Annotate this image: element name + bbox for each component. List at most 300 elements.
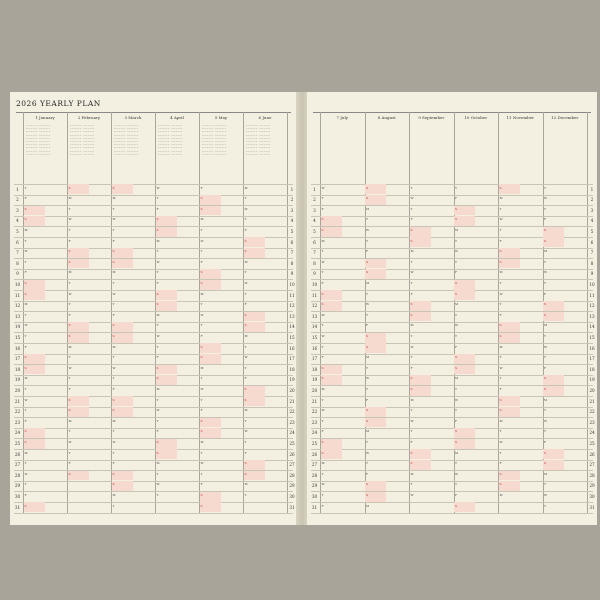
weekday-letter: T xyxy=(112,206,115,211)
weekend-highlight xyxy=(543,312,564,322)
weekday-letter: M xyxy=(455,227,459,232)
day-number: 6 xyxy=(290,239,294,245)
weekday-letter: M xyxy=(68,418,72,423)
day-number: 13 xyxy=(14,313,21,319)
weekend-highlight xyxy=(410,460,431,470)
weekday-letter: F xyxy=(410,217,413,222)
weekend-highlight xyxy=(499,333,520,343)
weekday-letter: M xyxy=(499,270,503,275)
weekday-letter: S xyxy=(366,492,369,497)
weekday-letter: S xyxy=(499,482,502,487)
weekday-letter: S xyxy=(366,344,369,349)
day-number: 17 xyxy=(589,356,595,362)
weekend-highlight xyxy=(499,184,520,194)
day-row xyxy=(311,470,593,471)
day-number: 22 xyxy=(14,409,21,415)
weekday-letter: T xyxy=(200,323,203,328)
day-number: 16 xyxy=(311,345,318,351)
weekday-letter: S xyxy=(366,482,369,487)
day-number: 4 xyxy=(290,218,294,224)
weekday-letter: T xyxy=(544,185,547,190)
weekday-letter: W xyxy=(68,365,72,370)
weekday-letter: M xyxy=(112,196,116,201)
weekday-letter: S xyxy=(544,238,547,243)
weekday-letter: S xyxy=(499,397,502,402)
day-number: 15 xyxy=(289,334,295,340)
day-number: 13 xyxy=(589,313,595,319)
weekend-highlight xyxy=(244,386,265,396)
weekend-highlight xyxy=(200,502,221,512)
weekend-highlight xyxy=(499,407,520,417)
day-number: 26 xyxy=(14,451,21,457)
weekday-letter: S xyxy=(68,333,71,338)
weekday-letter: F xyxy=(112,312,115,317)
day-number: 19 xyxy=(289,377,295,383)
weekday-letter: M xyxy=(366,503,370,508)
weekday-letter: T xyxy=(112,302,115,307)
day-number: 2 xyxy=(16,197,19,203)
day-row xyxy=(14,343,293,344)
day-number: 18 xyxy=(589,366,595,372)
weekend-highlight xyxy=(200,354,221,364)
day-number: 14 xyxy=(289,324,295,330)
weekday-letter: F xyxy=(156,355,159,360)
weekday-letter: T xyxy=(68,376,71,381)
weekday-letter: T xyxy=(321,397,324,402)
weekday-letter: W xyxy=(68,291,72,296)
weekday-letter: F xyxy=(24,492,27,497)
weekday-letter: M xyxy=(499,196,503,201)
weekday-letter: W xyxy=(156,333,160,338)
weekday-letter: T xyxy=(200,227,203,232)
weekday-letter: M xyxy=(244,259,248,264)
weekday-letter: M xyxy=(156,386,160,391)
weekday-letter: S xyxy=(410,386,413,391)
weekday-letter: F xyxy=(200,185,203,190)
weekday-letter: T xyxy=(366,365,369,370)
day-number: 29 xyxy=(289,483,295,489)
weekday-letter: S xyxy=(68,249,71,254)
month-header: 3 March xyxy=(124,115,142,120)
weekday-letter: W xyxy=(410,492,414,497)
weekday-letter: W xyxy=(112,291,116,296)
day-number: 29 xyxy=(311,483,318,489)
weekday-letter: M xyxy=(499,492,503,497)
day-number: 4 xyxy=(590,218,594,224)
weekday-letter: M xyxy=(544,397,548,402)
weekend-highlight xyxy=(24,216,45,226)
weekday-letter: F xyxy=(112,461,115,466)
weekday-letter: F xyxy=(366,471,369,476)
weekday-letter: T xyxy=(24,238,27,243)
weekend-highlight xyxy=(365,492,386,502)
weekend-highlight xyxy=(112,333,133,343)
weekday-letter: F xyxy=(544,217,547,222)
day-row xyxy=(14,449,293,450)
weekday-letter: F xyxy=(200,333,203,338)
weekday-letter: S xyxy=(321,217,324,222)
day-number: 14 xyxy=(14,324,21,330)
weekday-letter: S xyxy=(410,238,413,243)
weekday-letter: M xyxy=(544,471,548,476)
weekday-letter: T xyxy=(499,206,502,211)
weekend-highlight xyxy=(112,259,133,269)
weekday-letter: T xyxy=(156,196,159,201)
weekday-letter: M xyxy=(321,461,325,466)
weekend-highlight xyxy=(321,227,342,237)
weekend-highlight xyxy=(410,449,431,459)
weekend-highlight xyxy=(112,184,133,194)
mini-calendar: ▪▪▪▪▪▪▪ ▪▪▪▪▪▪▪ ▪▪▪▪▪▪▪ ▪▪▪▪▪▪▪ ▪▪▪▪▪▪▪ ▪▪▪▪▪▪▪ ▪▪▪▪▪▪▪ ▪▪▪▪▪▪▪ ▪▪▪▪▪▪▪ ▪▪▪▪▪▪▪ ▪▪▪▪▪▪▪ ▪▪▪▪▪▪▪ ▪▪▪▪▪▪▪ ▪▪▪▪▪▪▪ ▪▪▪▪▪▪▪ ▪▪▪▪▪▪▪ ▪▪▪▪▪▪▪ ▪▪▪▪▪▪▪ ▪▪▪▪▪▪▪ ▪▪▪▪▪▪▪ xyxy=(202,124,227,156)
weekday-letter: M xyxy=(366,429,370,434)
weekday-letter: W xyxy=(544,492,548,497)
weekend-highlight xyxy=(68,259,89,269)
day-number: 27 xyxy=(14,462,21,468)
day-number: 28 xyxy=(289,472,295,478)
weekday-letter: T xyxy=(410,408,413,413)
day-number: 11 xyxy=(14,292,21,298)
weekend-highlight xyxy=(454,502,475,512)
weekend-highlight xyxy=(68,248,89,258)
weekday-letter: S xyxy=(244,249,247,254)
day-number: 28 xyxy=(311,472,318,478)
weekday-letter: S xyxy=(112,259,115,264)
day-row xyxy=(311,438,593,439)
weekend-highlight xyxy=(410,227,431,237)
weekend-highlight xyxy=(543,227,564,237)
right-page xyxy=(307,92,597,525)
weekday-letter: F xyxy=(455,492,458,497)
weekday-letter: T xyxy=(544,259,547,264)
weekend-highlight xyxy=(112,322,133,332)
weekday-letter: T xyxy=(200,302,203,307)
day-number: 1 xyxy=(16,186,19,192)
weekday-letter: T xyxy=(112,450,115,455)
day-row xyxy=(14,205,293,206)
day-row xyxy=(311,216,593,217)
weekday-letter: M xyxy=(455,450,459,455)
weekend-highlight xyxy=(24,280,45,290)
day-number: 9 xyxy=(313,271,316,277)
weekend-highlight xyxy=(365,333,386,343)
day-number: 14 xyxy=(589,324,595,330)
weekday-letter: T xyxy=(366,386,369,391)
weekday-letter: S xyxy=(68,259,71,264)
day-number: 12 xyxy=(14,303,21,309)
weekday-letter: S xyxy=(544,227,547,232)
weekday-letter: M xyxy=(200,365,204,370)
weekday-letter: S xyxy=(410,461,413,466)
weekday-letter: S xyxy=(156,302,159,307)
weekday-letter: T xyxy=(410,280,413,285)
weekday-letter: T xyxy=(410,429,413,434)
weekday-letter: W xyxy=(410,344,414,349)
weekday-letter: S xyxy=(321,227,324,232)
weekday-letter: W xyxy=(112,217,116,222)
day-number: 24 xyxy=(289,430,295,436)
day-number: 13 xyxy=(289,313,295,319)
weekend-highlight xyxy=(156,439,177,449)
weekday-letter: T xyxy=(156,270,159,275)
weekday-letter: S xyxy=(68,397,71,402)
weekday-letter: W xyxy=(200,386,204,391)
weekend-highlight xyxy=(365,195,386,205)
weekday-letter: W xyxy=(455,397,459,402)
day-number: 23 xyxy=(14,419,21,425)
day-row xyxy=(14,513,293,514)
day-number: 19 xyxy=(589,377,595,383)
weekday-letter: F xyxy=(200,259,203,264)
weekday-letter: W xyxy=(156,482,160,487)
day-number: 10 xyxy=(311,281,318,287)
day-number: 1 xyxy=(313,186,316,192)
day-row xyxy=(14,195,293,196)
weekday-letter: T xyxy=(200,450,203,455)
weekday-letter: F xyxy=(321,280,324,285)
weekend-highlight xyxy=(24,365,45,375)
weekend-highlight xyxy=(499,322,520,332)
day-number: 2 xyxy=(313,197,316,203)
weekday-letter: W xyxy=(455,323,459,328)
day-number: 17 xyxy=(311,356,318,362)
weekday-letter: T xyxy=(112,355,115,360)
weekday-letter: S xyxy=(68,323,71,328)
weekday-letter: S xyxy=(156,217,159,222)
weekday-letter: W xyxy=(112,439,116,444)
weekday-letter: W xyxy=(244,429,248,434)
weekday-letter: F xyxy=(68,238,71,243)
day-number: 31 xyxy=(14,504,21,510)
weekend-highlight xyxy=(112,407,133,417)
weekend-highlight xyxy=(365,407,386,417)
weekday-letter: S xyxy=(244,471,247,476)
day-row xyxy=(311,248,593,249)
day-number: 1 xyxy=(590,186,594,192)
weekday-letter: S xyxy=(455,365,458,370)
weekday-letter: W xyxy=(321,408,325,413)
weekday-letter: F xyxy=(544,291,547,296)
weekend-highlight xyxy=(543,375,564,385)
month-header: 1 January xyxy=(35,115,55,120)
day-row xyxy=(311,417,593,418)
left-page xyxy=(10,92,297,525)
weekday-letter: S xyxy=(455,355,458,360)
day-number: 2 xyxy=(590,197,594,203)
day-number: 3 xyxy=(313,207,316,213)
day-number: 26 xyxy=(289,451,295,457)
weekend-highlight xyxy=(200,343,221,353)
weekday-letter: F xyxy=(156,206,159,211)
weekday-letter: W xyxy=(156,185,160,190)
weekend-highlight xyxy=(112,471,133,481)
day-number: 20 xyxy=(289,387,295,393)
day-row xyxy=(311,184,593,185)
weekday-letter: S xyxy=(544,386,547,391)
page-title: 2026 YEARLY PLAN xyxy=(16,99,101,108)
weekend-highlight xyxy=(68,322,89,332)
day-number: 18 xyxy=(311,366,318,372)
weekday-letter: M xyxy=(112,270,116,275)
weekday-letter: T xyxy=(68,280,71,285)
day-row xyxy=(311,481,593,482)
weekday-letter: T xyxy=(499,450,502,455)
weekend-highlight xyxy=(499,396,520,406)
day-number: 15 xyxy=(311,334,318,340)
weekday-letter: T xyxy=(24,386,27,391)
day-number: 14 xyxy=(311,324,318,330)
weekend-highlight xyxy=(24,428,45,438)
weekday-letter: T xyxy=(410,206,413,211)
weekday-letter: S xyxy=(499,471,502,476)
day-number: 3 xyxy=(590,207,594,213)
weekday-letter: S xyxy=(410,376,413,381)
weekday-letter: T xyxy=(321,196,324,201)
weekday-letter: T xyxy=(544,429,547,434)
weekday-letter: W xyxy=(499,217,503,222)
weekday-letter: S xyxy=(321,291,324,296)
day-row xyxy=(14,279,293,280)
day-number: 30 xyxy=(589,493,595,499)
weekday-letter: F xyxy=(544,439,547,444)
weekday-letter: T xyxy=(244,439,247,444)
weekday-letter: T xyxy=(24,333,27,338)
weekday-letter: W xyxy=(244,206,248,211)
weekday-letter: S xyxy=(321,302,324,307)
weekday-letter: F xyxy=(244,302,247,307)
weekday-letter: F xyxy=(366,323,369,328)
weekday-letter: T xyxy=(24,408,27,413)
weekend-highlight xyxy=(454,290,475,300)
day-number: 7 xyxy=(313,250,316,256)
day-number: 10 xyxy=(14,281,21,287)
weekday-letter: S xyxy=(24,429,27,434)
weekday-letter: W xyxy=(200,238,204,243)
weekday-letter: T xyxy=(499,376,502,381)
weekend-highlight xyxy=(365,259,386,269)
weekday-letter: M xyxy=(410,397,414,402)
weekend-highlight xyxy=(321,375,342,385)
weekday-letter: F xyxy=(244,376,247,381)
weekend-highlight xyxy=(365,481,386,491)
weekday-letter: W xyxy=(24,397,28,402)
weekday-letter: F xyxy=(455,344,458,349)
weekday-letter: T xyxy=(112,227,115,232)
day-row xyxy=(14,269,293,270)
day-row xyxy=(14,258,293,259)
weekday-letter: S xyxy=(499,185,502,190)
day-number: 18 xyxy=(289,366,295,372)
day-number: 25 xyxy=(289,440,295,446)
weekday-letter: S xyxy=(24,355,27,360)
weekend-highlight xyxy=(200,195,221,205)
weekend-highlight xyxy=(499,259,520,269)
weekday-letter: T xyxy=(24,312,27,317)
weekday-letter: S xyxy=(455,503,458,508)
weekday-letter: T xyxy=(455,259,458,264)
weekday-letter: T xyxy=(244,344,247,349)
weekday-letter: S xyxy=(112,408,115,413)
weekday-letter: F xyxy=(499,238,502,243)
weekday-letter: T xyxy=(410,333,413,338)
weekend-highlight xyxy=(68,407,89,417)
weekday-letter: S xyxy=(112,185,115,190)
day-number: 5 xyxy=(290,228,294,234)
weekday-letter: T xyxy=(24,259,27,264)
day-number: 15 xyxy=(589,334,595,340)
weekend-highlight xyxy=(156,227,177,237)
weekend-highlight xyxy=(244,322,265,332)
weekday-letter: S xyxy=(200,418,203,423)
day-number: 8 xyxy=(16,260,19,266)
weekday-letter: S xyxy=(544,376,547,381)
weekend-highlight xyxy=(156,365,177,375)
weekday-letter: F xyxy=(410,439,413,444)
weekday-letter: M xyxy=(321,312,325,317)
weekday-letter: S xyxy=(200,270,203,275)
weekday-letter: T xyxy=(366,217,369,222)
weekday-letter: T xyxy=(455,461,458,466)
weekday-letter: S xyxy=(112,323,115,328)
weekday-letter: T xyxy=(544,206,547,211)
day-row xyxy=(311,428,593,429)
weekday-letter: T xyxy=(200,249,203,254)
weekday-letter: S xyxy=(200,280,203,285)
weekday-letter: T xyxy=(499,355,502,360)
day-row xyxy=(14,364,293,365)
weekday-letter: S xyxy=(410,312,413,317)
day-number: 11 xyxy=(589,292,595,298)
day-number: 8 xyxy=(290,260,294,266)
day-row xyxy=(14,417,293,418)
weekday-letter: T xyxy=(200,471,203,476)
weekday-letter: T xyxy=(544,355,547,360)
day-number: 10 xyxy=(289,281,295,287)
weekday-letter: S xyxy=(244,397,247,402)
weekday-letter: S xyxy=(366,333,369,338)
day-row xyxy=(311,407,593,408)
weekday-letter: S xyxy=(366,196,369,201)
weekday-letter: W xyxy=(68,439,72,444)
weekday-letter: S xyxy=(24,206,27,211)
day-number: 28 xyxy=(14,472,21,478)
weekend-highlight xyxy=(410,375,431,385)
weekday-letter: M xyxy=(24,302,28,307)
day-number: 25 xyxy=(311,440,318,446)
weekday-letter: S xyxy=(24,291,27,296)
day-row xyxy=(311,258,593,259)
weekday-letter: T xyxy=(410,259,413,264)
day-number: 5 xyxy=(313,228,316,234)
weekday-letter: F xyxy=(455,196,458,201)
weekday-letter: T xyxy=(544,482,547,487)
day-number: 23 xyxy=(589,419,595,425)
weekday-letter: S xyxy=(544,450,547,455)
weekday-letter: T xyxy=(455,386,458,391)
weekday-letter: W xyxy=(366,450,370,455)
weekday-letter: T xyxy=(366,291,369,296)
weekday-letter: W xyxy=(544,270,548,275)
weekday-letter: M xyxy=(455,376,459,381)
weekday-letter: T xyxy=(68,429,71,434)
weekend-highlight xyxy=(156,290,177,300)
header-rule xyxy=(313,112,591,113)
weekend-highlight xyxy=(244,460,265,470)
weekend-highlight xyxy=(454,439,475,449)
weekend-highlight xyxy=(499,471,520,481)
weekday-letter: S xyxy=(24,365,27,370)
day-number: 27 xyxy=(589,462,595,468)
weekday-letter: M xyxy=(499,344,503,349)
